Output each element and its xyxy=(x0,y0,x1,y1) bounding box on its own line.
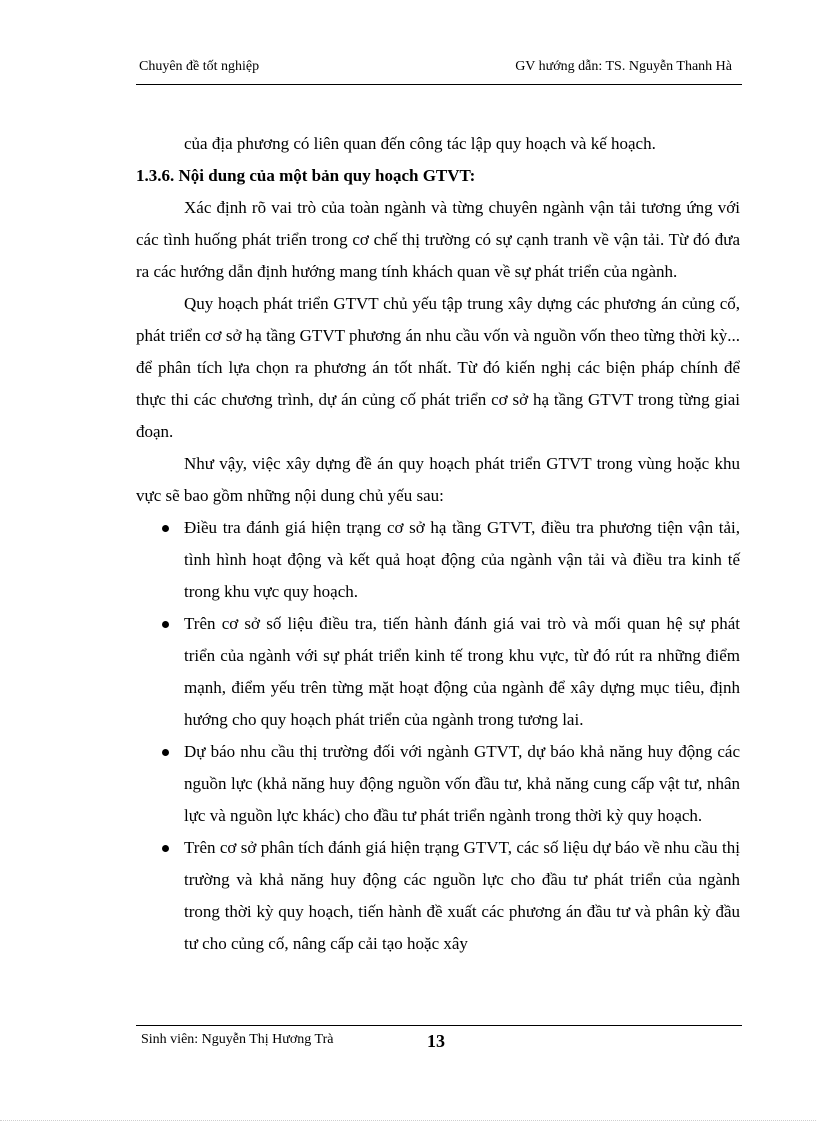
bullet-icon xyxy=(162,749,169,756)
footer-student: Sinh viên: Nguyễn Thị Hương Trà xyxy=(141,1032,334,1047)
bullet-text: Điều tra đánh giá hiện trạng cơ sở hạ tầng GTVT, điều tra phương tiện vận tải, tình hình hoạt động và kết quả hoạt động của ngành vận tải và điều tra kinh tế trong khu vực quy hoạch. xyxy=(184,518,740,601)
paragraph-3: Như vậy, việc xây dựng đề án quy hoạch phát triển GTVT trong vùng hoặc khu vực sẽ bao gồm những nội dung chủ yếu sau: xyxy=(136,454,740,505)
header-title: Chuyên đề tốt nghiệp xyxy=(139,59,260,74)
footer-divider xyxy=(136,1025,742,1026)
bullet-text: Trên cơ sở số liệu điều tra, tiến hành đánh giá vai trò và mối quan hệ sự phát triển của ngành với sự phát triển kinh tế trong khu vực, từ đó rút ra những điểm mạnh, điểm yếu trên từng mặt hoạt động của ngành để xây dựng mục tiêu, định hướng cho quy hoạch phát triển của ngành trong tương lai. xyxy=(184,614,740,729)
section-heading: 1.3.6. Nội dung của một bản quy hoạch GTVT: xyxy=(136,166,476,185)
intro-line: của địa phương có liên quan đến công tác lập quy hoạch và kế hoạch. xyxy=(184,134,656,153)
paragraph-2: Quy hoạch phát triển GTVT chủ yếu tập trung xây dựng các phương án củng cố, phát triển cơ sở hạ tầng GTVT phương án nhu cầu vốn và nguồn vốn theo từng thời kỳ... để phân tích lựa chọn ra phương án tốt nhất. Từ đó kiến nghị các biện pháp chính để thực thi các chương trình, dự án củng cố phát triển cơ sở hạ tầng GTVT trong từng giai đoạn. xyxy=(136,294,740,441)
paragraph-1: Xác định rõ vai trò của toàn ngành và từng chuyên ngành vận tải tương ứng với các tình huống phát triển trong cơ chế thị trường có sự cạnh tranh về vận tải. Từ đó đưa ra các hướng dẫn định hướng mang tính khách quan về sự phát triển của ngành. xyxy=(136,198,740,281)
bullet-item xyxy=(136,736,740,832)
page-number: 13 xyxy=(427,1031,445,1051)
content-bullet-list xyxy=(136,512,740,960)
bullet-item xyxy=(136,608,740,736)
bullet-icon xyxy=(162,525,169,532)
bullet-text: Dự báo nhu cầu thị trường đối với ngành GTVT, dự báo khả năng huy động các nguồn lực (khả năng huy động nguồn vốn đầu tư, khả năng cung cấp vật tư, nhân lực và nguồn lực khác) cho đầu tư phát triển ngành trong thời kỳ quy hoạch. xyxy=(184,742,740,825)
bullet-text: Trên cơ sở phân tích đánh giá hiện trạng GTVT, các số liệu dự báo về nhu cầu thị trường và khả năng huy động các nguồn lực cho đầu tư phát triển của ngành trong thời kỳ quy hoạch, tiến hành đề xuất các phương án đầu tư và phân kỳ đầu tư cho củng cố, nâng cấp cải tạo hoặc xây xyxy=(184,838,740,953)
bullet-icon xyxy=(162,845,169,852)
bullet-item xyxy=(136,832,740,960)
page-body xyxy=(136,128,740,960)
header-advisor: GV hướng dẫn: TS. Nguyễn Thanh Hà xyxy=(515,59,732,74)
page-edge-line xyxy=(0,1120,816,1121)
page-header xyxy=(136,56,742,78)
bullet-item xyxy=(136,512,740,608)
header-divider xyxy=(136,84,742,85)
bullet-icon xyxy=(162,621,169,628)
